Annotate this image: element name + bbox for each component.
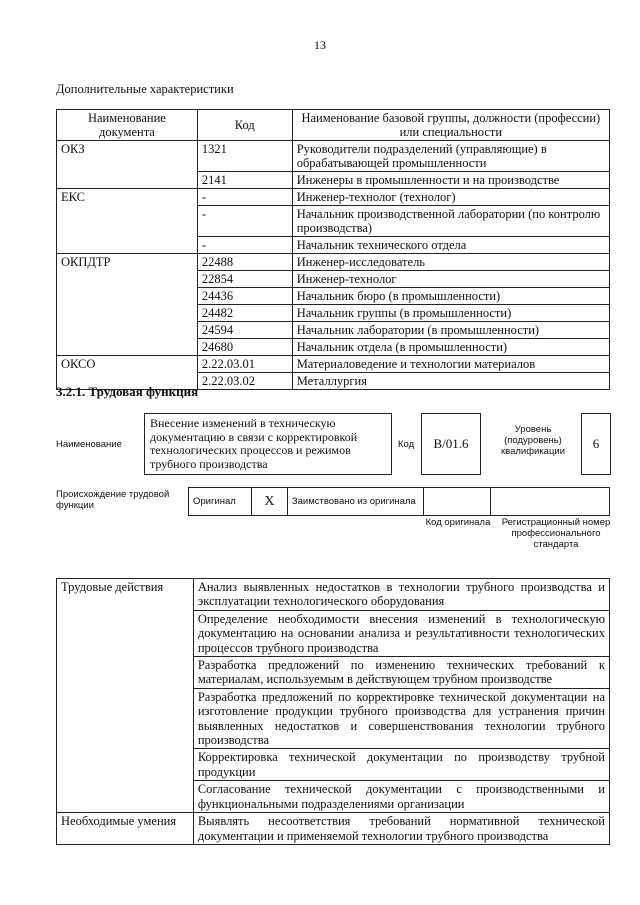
original-code-cell xyxy=(423,488,491,516)
section-title: 3.2.1. Трудовая функция xyxy=(56,384,199,399)
code-cell: - xyxy=(197,237,292,254)
classifier-table xyxy=(56,109,610,390)
original-label: Оригинал xyxy=(189,488,252,516)
function-code: B/01.6 xyxy=(421,413,481,475)
document-name: ЕКС xyxy=(57,189,198,254)
labor-action-section-label: Трудовые действия xyxy=(57,579,194,813)
labor-action: Разработка предложений по корректировке технической документации на изготовление продукции трубного производства для устранения причин выявленных недостатков и совершенствования технологии трубного производства xyxy=(193,688,609,749)
code-cell: 2.22.03.01 xyxy=(197,356,292,373)
document-name: ОКПДТР xyxy=(57,254,198,356)
group-name-cell: Начальник лаборатории (в промышленности) xyxy=(292,322,609,339)
required-skill: Выявлять несоответствия требований нормативной технической документации и применяемой технологии трубного производства xyxy=(193,813,609,845)
code-cell: - xyxy=(197,189,292,206)
group-name-cell: Инженер-исследователь xyxy=(292,254,609,271)
group-name-cell: Начальник производственной лаборатории (по контролю производства) xyxy=(292,206,609,237)
group-name-cell: Инженер-технолог (технолог) xyxy=(292,189,609,206)
origin-label: Происхождение трудовой функции xyxy=(56,489,170,511)
header-group-name: Наименование базовой группы, должности (профессии) или специальности xyxy=(292,110,609,141)
function-name-label: Наименование xyxy=(56,439,122,450)
labor-action: Разработка предложений по изменению технических требований к материалам, используемым в действующем трубном производстве xyxy=(193,657,609,689)
table-row xyxy=(57,254,610,271)
original-code-caption: Код оригинала xyxy=(425,517,491,528)
code-cell: 24680 xyxy=(197,339,292,356)
qualification-level: 6 xyxy=(581,413,611,475)
original-mark: X xyxy=(251,488,287,516)
table-row xyxy=(57,189,610,206)
code-cell: 24482 xyxy=(197,305,292,322)
labor-action: Анализ выявленных недостатков в технологии трубного производства и эксплуатации технологического оборудования xyxy=(193,579,609,611)
header-code: Код xyxy=(197,110,292,141)
document-name: ОКЗ xyxy=(57,141,198,189)
code-cell: - xyxy=(197,206,292,237)
function-name: Внесение изменений в техническую документацию в связи с корректировкой технологических процессов и режимов трубного производства xyxy=(144,413,392,475)
header-document: Наименование документа xyxy=(57,110,198,141)
code-cell: 2.22.03.02 xyxy=(197,373,292,390)
group-name-cell: Инженер-технолог xyxy=(292,271,609,288)
code-cell: 24436 xyxy=(197,288,292,305)
code-cell: 1321 xyxy=(197,141,292,172)
table-row xyxy=(57,813,610,845)
group-name-cell: Начальник группы (в промышленности) xyxy=(292,305,609,322)
table-row xyxy=(57,356,610,373)
table-row xyxy=(57,141,610,172)
group-name-cell: Руководители подразделений (управляющие) в обрабатывающей промышленности xyxy=(292,141,609,172)
additional-characteristics-title: Дополнительные характеристики xyxy=(56,82,234,96)
table-row xyxy=(57,579,610,611)
code-cell: 2141 xyxy=(197,172,292,189)
group-name-cell: Начальник отдела (в промышленности) xyxy=(292,339,609,356)
document-name: ОКСО xyxy=(57,356,198,390)
function-code-label: Код xyxy=(398,439,415,450)
registration-number-cell xyxy=(491,488,610,516)
group-name-cell: Металлургия xyxy=(292,373,609,390)
code-cell: 22854 xyxy=(197,271,292,288)
registration-number-caption: Регистрационный номер профессионального стандарта xyxy=(501,517,611,550)
qualification-level-label: Уровень (подуровень) квалификации xyxy=(500,424,566,457)
labor-action: Корректировка технической документации по производству трубной продукции xyxy=(193,749,609,781)
borrowed-label: Заимствовано из оригинала xyxy=(287,488,423,516)
required-skill-section-label: Необходимые умения xyxy=(57,813,194,845)
classifier-header-row xyxy=(57,110,610,141)
group-name-cell: Начальник технического отдела xyxy=(292,237,609,254)
group-name-cell: Начальник бюро (в промышленности) xyxy=(292,288,609,305)
group-name-cell: Инженеры в промышленности и на производстве xyxy=(292,172,609,189)
code-cell: 22488 xyxy=(197,254,292,271)
page-number: 13 xyxy=(314,38,326,52)
labor-actions-table xyxy=(56,578,610,845)
origin-table xyxy=(188,487,610,516)
group-name-cell: Материаловедение и технологии материалов xyxy=(292,356,609,373)
code-cell: 24594 xyxy=(197,322,292,339)
labor-action: Согласование технической документации с производственными и функциональными подразделениями организации xyxy=(193,781,609,813)
labor-action: Определение необходимости внесения изменений в технологическую документацию на основании анализа и результативности технологических процессов трубного производства xyxy=(193,610,609,656)
